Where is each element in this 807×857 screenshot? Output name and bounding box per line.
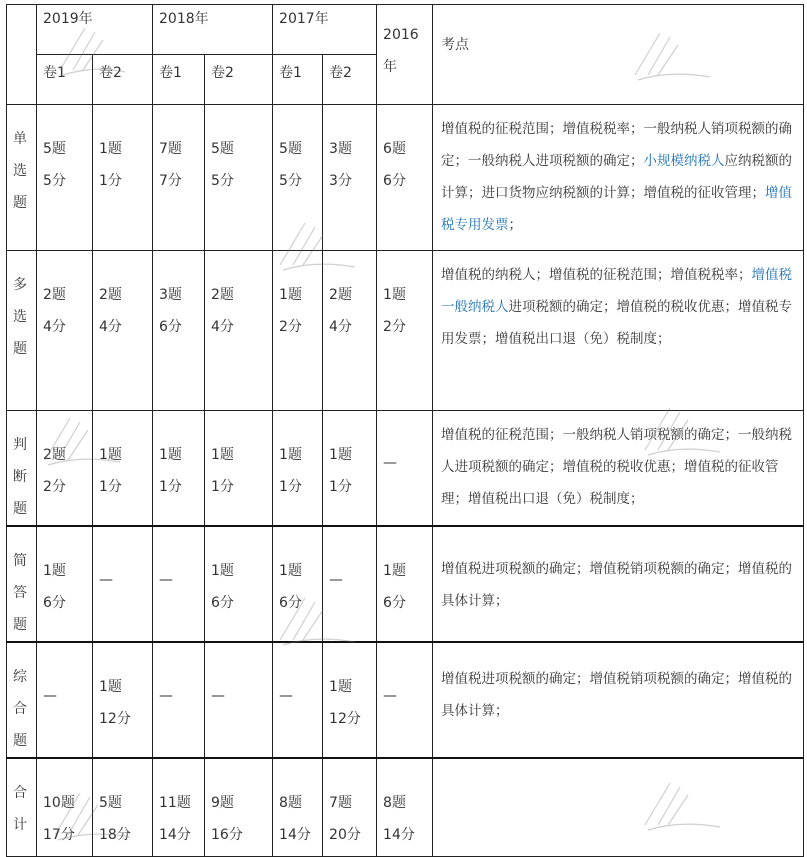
question-count: —	[211, 688, 226, 704]
corner-cell	[7, 5, 37, 105]
question-count: 1题	[99, 447, 122, 463]
score-value: 1分	[211, 479, 234, 495]
question-count: 1题	[43, 563, 66, 579]
score-value: 2分	[383, 319, 406, 335]
count-cell-2019-vol2	[93, 411, 153, 527]
question-count: 2题	[43, 287, 66, 303]
row-label-char: 题	[13, 733, 27, 749]
question-count: 3题	[329, 141, 352, 157]
score-value: 4分	[211, 319, 234, 335]
count-cell-2017-vol1	[273, 251, 323, 411]
count-cell-2018-vol1	[153, 526, 205, 642]
point-text: 进项税额的确定；增值税的税收优惠；增值税专用发票；增值税出口退（免）税制度；	[441, 299, 793, 347]
count-cell-2017-vol2	[323, 105, 377, 251]
table-body	[7, 5, 804, 857]
row-label	[7, 526, 37, 642]
score-value: 5分	[279, 173, 302, 189]
score-value: 1分	[279, 479, 302, 495]
score-value: 4分	[43, 319, 66, 335]
knowledge-points-cell	[433, 251, 804, 411]
count-cell-2017-vol1	[273, 105, 323, 251]
row-label	[7, 251, 37, 411]
table-row	[7, 642, 804, 758]
question-count: 1题	[383, 563, 406, 579]
count-cell-2018-vol1	[153, 251, 205, 411]
count-cell-2016	[377, 105, 433, 251]
point-text: 增值税进项税额的确定；增值税销项税额的确定；增值税的具体计算；	[441, 671, 793, 719]
score-value: 17分	[43, 827, 75, 843]
score-value: 6分	[43, 595, 66, 611]
count-cell-2019-vol1	[37, 526, 93, 642]
count-cell-2019-vol2	[93, 758, 153, 856]
question-count: 1题	[99, 141, 122, 157]
point-text: 增值税的纳税人；增值税的征税范围；增值税税率；	[441, 267, 752, 283]
score-value: 4分	[99, 319, 122, 335]
table-row	[7, 526, 804, 642]
question-count: 5题	[211, 141, 234, 157]
knowledge-points-cell	[433, 758, 804, 856]
score-value: 7分	[159, 173, 182, 189]
count-cell-2016	[377, 758, 433, 856]
question-count: —	[99, 572, 113, 588]
count-cell-2018-vol1	[153, 105, 205, 251]
knowledge-points-cell	[433, 642, 804, 758]
row-label-char: 题	[13, 617, 27, 633]
row-label-char: 综	[13, 669, 27, 685]
score-value: 5分	[211, 173, 234, 189]
row-label-char: 单	[13, 131, 27, 147]
exam-stats-table	[6, 4, 804, 857]
count-cell-2019-vol2	[93, 105, 153, 251]
table-row	[7, 758, 804, 856]
year-2016-suffix: 年	[383, 59, 398, 75]
point-text: 增值税的征税范围；一般纳税人销项税额的确定；一般纳税人进项税额的确定；增值税的税收优惠；增值税的征收管理；增值税出口退（免）税制度；	[441, 427, 793, 507]
count-cell-2018-vol2	[205, 105, 273, 251]
question-count: 1题	[99, 679, 122, 695]
row-label-char: 多	[13, 277, 27, 293]
row-label-char: 选	[13, 309, 27, 325]
row-label-char: 简	[13, 553, 27, 569]
vol-2019-2: 卷2	[93, 55, 153, 105]
question-count: 5题	[279, 141, 302, 157]
row-label-char: 题	[13, 195, 27, 211]
score-value: 6分	[211, 595, 234, 611]
count-cell-2017-vol1	[273, 642, 323, 758]
count-cell-2018-vol1	[153, 758, 205, 856]
score-value: 2分	[43, 479, 66, 495]
score-value: 3分	[329, 173, 352, 189]
year-2019-header: 2019年	[37, 5, 153, 55]
score-value: 12分	[99, 711, 131, 727]
vol-2017-1: 卷1	[273, 55, 323, 105]
row-label	[7, 758, 37, 856]
count-cell-2017-vol1	[273, 758, 323, 856]
count-cell-2018-vol2	[205, 251, 273, 411]
knowledge-points-cell	[433, 526, 804, 642]
question-count: 1题	[329, 447, 352, 463]
count-cell-2018-vol2	[205, 526, 273, 642]
row-label	[7, 411, 37, 527]
vol-2017-2: 卷2	[323, 55, 377, 105]
question-count: —	[159, 688, 174, 704]
table-row	[7, 251, 804, 411]
points-header: 考点	[433, 5, 804, 105]
score-value: 1分	[99, 173, 122, 189]
count-cell-2016	[377, 251, 433, 411]
question-count: 2题	[99, 287, 122, 303]
knowledge-points-cell	[433, 105, 804, 251]
question-count: 8题	[383, 795, 406, 811]
count-cell-2019-vol2	[93, 251, 153, 411]
question-count: 7题	[159, 141, 182, 157]
question-count: 8题	[279, 795, 302, 811]
header-row-years	[7, 5, 804, 55]
vol-2019-1: 卷1	[37, 55, 93, 105]
question-count: 2题	[43, 447, 66, 463]
question-count: —	[159, 572, 174, 588]
score-value: 2分	[279, 319, 302, 335]
row-label-char: 合	[13, 785, 27, 801]
count-cell-2017-vol2	[323, 411, 377, 527]
row-label	[7, 105, 37, 251]
count-cell-2019-vol1	[37, 758, 93, 856]
score-value: 14分	[159, 827, 191, 843]
highlighted-term: 增值税一般纳税人	[441, 267, 793, 315]
question-count: —	[383, 688, 398, 704]
highlighted-term: 增值税专用发票	[441, 185, 793, 233]
question-count: 1题	[211, 563, 234, 579]
question-count: 2题	[329, 287, 352, 303]
year-2016-header	[377, 5, 433, 105]
count-cell-2017-vol1	[273, 411, 323, 527]
score-value: 14分	[279, 827, 311, 843]
score-value: 14分	[383, 827, 415, 843]
score-value: 6分	[383, 173, 406, 189]
score-value: 12分	[329, 711, 361, 727]
point-text: 增值税的征税范围；增值税税率；一般纳税人销项税额的确定；一般纳税人进项税额的确定；	[441, 121, 793, 169]
question-count: 5题	[43, 141, 66, 157]
count-cell-2019-vol2	[93, 526, 153, 642]
question-count: 1题	[279, 287, 302, 303]
score-value: 6分	[159, 319, 182, 335]
count-cell-2018-vol1	[153, 411, 205, 527]
question-count: 3题	[159, 287, 182, 303]
count-cell-2018-vol2	[205, 642, 273, 758]
question-count: 1题	[383, 287, 406, 303]
count-cell-2016	[377, 411, 433, 527]
vol-2018-1: 卷1	[153, 55, 205, 105]
question-count: 5题	[99, 795, 122, 811]
score-value: 18分	[99, 827, 131, 843]
row-label-char: 题	[13, 341, 27, 357]
count-cell-2017-vol2	[323, 642, 377, 758]
question-count: 1题	[279, 447, 302, 463]
score-value: 1分	[99, 479, 122, 495]
question-count: 9题	[211, 795, 234, 811]
count-cell-2018-vol2	[205, 411, 273, 527]
year-2017-header: 2017年	[273, 5, 377, 55]
question-count: —	[329, 572, 344, 588]
count-cell-2016	[377, 526, 433, 642]
question-count: —	[279, 688, 294, 704]
highlighted-term: 小规模纳税人	[643, 153, 725, 169]
count-cell-2018-vol1	[153, 642, 205, 758]
count-cell-2019-vol1	[37, 251, 93, 411]
row-label-char: 选	[13, 163, 27, 179]
count-cell-2016	[377, 642, 433, 758]
count-cell-2019-vol1	[37, 105, 93, 251]
question-count: 6题	[383, 141, 406, 157]
row-label-char: 答	[13, 585, 27, 601]
point-text: 应纳税额的计算；进口货物应纳税额的计算；增值税的征收管理；	[441, 153, 793, 201]
table-row	[7, 105, 804, 251]
question-count: 10题	[43, 795, 75, 811]
row-label-char: 判	[13, 437, 27, 453]
count-cell-2017-vol2	[323, 251, 377, 411]
year-2018-header: 2018年	[153, 5, 273, 55]
score-value: 5分	[43, 173, 66, 189]
count-cell-2017-vol1	[273, 526, 323, 642]
question-count: 1题	[211, 447, 234, 463]
row-label-char: 题	[13, 501, 27, 517]
row-label-char: 计	[13, 817, 27, 833]
question-count: 7题	[329, 795, 352, 811]
question-count: 1题	[279, 563, 302, 579]
score-value: 1分	[329, 479, 352, 495]
score-value: 20分	[329, 827, 361, 843]
question-count: —	[383, 455, 398, 471]
question-count: 2题	[211, 287, 234, 303]
score-value: 6分	[383, 595, 406, 611]
question-count: 1题	[159, 447, 182, 463]
score-value: 4分	[329, 319, 352, 335]
exam-stats-table-wrapper	[6, 4, 804, 857]
count-cell-2018-vol2	[205, 758, 273, 856]
row-label-char: 断	[13, 469, 27, 485]
question-count: 1题	[329, 679, 352, 695]
count-cell-2019-vol2	[93, 642, 153, 758]
count-cell-2017-vol2	[323, 758, 377, 856]
point-text: 增值税进项税额的确定；增值税销项税额的确定；增值税的具体计算；	[441, 561, 793, 609]
question-count: —	[43, 688, 57, 704]
count-cell-2019-vol1	[37, 642, 93, 758]
count-cell-2019-vol1	[37, 411, 93, 527]
question-count: 11题	[159, 795, 191, 811]
score-value: 6分	[279, 595, 302, 611]
year-2016-number: 2016	[383, 27, 419, 43]
vol-2018-2: 卷2	[205, 55, 273, 105]
score-value: 16分	[211, 827, 243, 843]
point-text: ；	[508, 217, 523, 233]
knowledge-points-cell	[433, 411, 804, 527]
row-label	[7, 642, 37, 758]
row-label-char: 合	[13, 701, 27, 717]
count-cell-2017-vol2	[323, 526, 377, 642]
score-value: 1分	[159, 479, 182, 495]
table-row	[7, 411, 804, 527]
